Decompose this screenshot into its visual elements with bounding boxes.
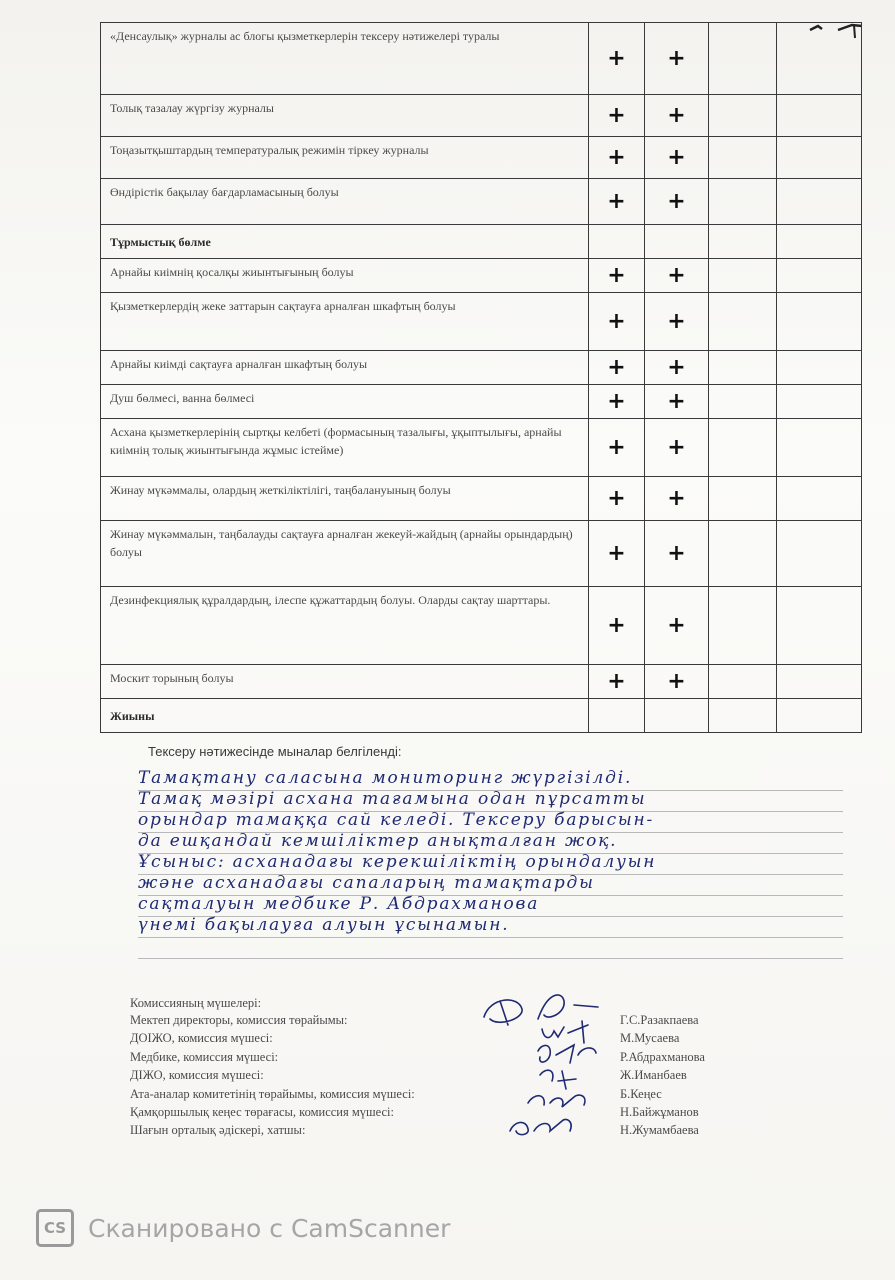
section-row bbox=[101, 225, 862, 259]
checklist-row bbox=[101, 385, 862, 419]
mark-cell-1 bbox=[589, 179, 645, 225]
member-name: Ж.Иманбаев bbox=[620, 1068, 687, 1083]
mark-cell-3 bbox=[709, 259, 777, 293]
handwritten-text: үнемі бақылауға алуын ұсынамын. bbox=[138, 915, 510, 935]
checklist-row bbox=[101, 293, 862, 351]
inspection-checklist-table bbox=[100, 22, 862, 733]
mark-cell-4 bbox=[777, 293, 862, 351]
checklist-row bbox=[101, 665, 862, 699]
handwritten-text: да ешқандай кемшіліктер анықталған жоқ. bbox=[138, 831, 618, 851]
handwritten-findings bbox=[138, 770, 843, 959]
mark-cell-2 bbox=[645, 179, 709, 225]
checklist-row bbox=[101, 351, 862, 385]
handwritten-signatures bbox=[478, 985, 618, 1145]
camscanner-text: Сканировано с CamScanner bbox=[88, 1213, 451, 1243]
criterion-label: Жинау мүкәммалы, олардың жеткіліктілігі, таңбалануының болуы bbox=[101, 477, 589, 521]
findings-line bbox=[138, 938, 843, 959]
mark-cell-4 bbox=[777, 351, 862, 385]
member-role: ДОІЖО, комиссия мүшесі: bbox=[130, 1031, 273, 1046]
commission-block bbox=[130, 996, 750, 1142]
mark-cell-2 bbox=[645, 477, 709, 521]
plus-mark: + bbox=[667, 262, 686, 288]
findings-line bbox=[138, 812, 843, 833]
camscanner-watermark bbox=[36, 1208, 450, 1248]
mark-cell-4 bbox=[777, 699, 862, 733]
commission-member bbox=[130, 1087, 750, 1105]
handwritten-text: Ұсыныс: асханадағы керекшіліктің орындалуын bbox=[138, 852, 657, 872]
mark-cell-1 bbox=[589, 385, 645, 419]
findings-line bbox=[138, 791, 843, 812]
commission-member bbox=[130, 1031, 750, 1049]
criterion-label: Арнайы киімді сақтауға арналған шкафтың болуы bbox=[101, 351, 589, 385]
plus-mark: + bbox=[607, 485, 626, 511]
mark-cell-2 bbox=[645, 95, 709, 137]
plus-mark: + bbox=[607, 540, 626, 566]
mark-cell-1 bbox=[589, 665, 645, 699]
mark-cell-1 bbox=[589, 419, 645, 477]
mark-cell-3 bbox=[709, 477, 777, 521]
handwritten-text: Тамақтану саласына мониторинг жүргізілді. bbox=[138, 768, 633, 788]
plus-mark: + bbox=[667, 668, 686, 694]
mark-cell-1 bbox=[589, 351, 645, 385]
member-name: Н.Байжұманов bbox=[620, 1104, 699, 1119]
mark-cell-3 bbox=[709, 137, 777, 179]
plus-mark: + bbox=[607, 308, 626, 334]
member-name: Н.Жумамбаева bbox=[620, 1123, 699, 1138]
member-name: М.Мусаева bbox=[620, 1031, 680, 1046]
mark-cell-4 bbox=[777, 521, 862, 587]
checklist-row bbox=[101, 259, 862, 293]
member-role: Медбике, комиссия мүшесі: bbox=[130, 1049, 279, 1064]
plus-mark: + bbox=[607, 262, 626, 288]
plus-mark: + bbox=[607, 668, 626, 694]
mark-cell-2 bbox=[645, 587, 709, 665]
mark-cell-1 bbox=[589, 225, 645, 259]
member-role: Шағын орталық әдіскері, хатшы: bbox=[130, 1123, 306, 1138]
plus-mark: + bbox=[667, 388, 686, 414]
mark-cell-2 bbox=[645, 137, 709, 179]
mark-cell-4 bbox=[777, 665, 862, 699]
criterion-label: Москит торының болуы bbox=[101, 665, 589, 699]
mark-cell-4 bbox=[777, 95, 862, 137]
plus-mark: + bbox=[607, 354, 626, 380]
plus-mark: + bbox=[667, 354, 686, 380]
member-name: Г.С.Разакпаева bbox=[620, 1013, 699, 1027]
mark-cell-3 bbox=[709, 665, 777, 699]
findings-title: Тексеру нәтижесінде мыналар белгіленді: bbox=[148, 744, 402, 759]
mark-cell-3 bbox=[709, 385, 777, 419]
member-role: ДІЖО, комиссия мүшесі: bbox=[130, 1068, 264, 1083]
mark-cell-4 bbox=[777, 23, 862, 95]
mark-cell-3 bbox=[709, 179, 777, 225]
commission-member bbox=[130, 1050, 750, 1068]
mark-cell-3 bbox=[709, 23, 777, 95]
member-role: Қамқоршылық кеңес төрағасы, комиссия мүшесі: bbox=[130, 1104, 394, 1119]
mark-cell-3 bbox=[709, 351, 777, 385]
mark-cell-2 bbox=[645, 351, 709, 385]
mark-cell-3 bbox=[709, 699, 777, 733]
mark-cell-3 bbox=[709, 293, 777, 351]
mark-cell-1 bbox=[589, 259, 645, 293]
criterion-label: Өндірістік бақылау бағдарламасының болуы bbox=[101, 179, 589, 225]
mark-cell-2 bbox=[645, 293, 709, 351]
member-role: Ата-аналар комитетінің төрайымы, комиссия мүшесі: bbox=[130, 1086, 415, 1101]
member-name: Р.Абдрахманова bbox=[620, 1049, 705, 1064]
plus-mark: + bbox=[667, 308, 686, 334]
plus-mark: + bbox=[607, 188, 626, 214]
checklist-row bbox=[101, 419, 862, 477]
plus-mark: + bbox=[607, 144, 626, 170]
section-title: Тұрмыстық бөлме bbox=[101, 225, 589, 259]
commission-member bbox=[130, 1105, 750, 1123]
handwritten-text: орындар тамаққа сай келеді. Тексеру барысын- bbox=[138, 810, 655, 830]
mark-cell-3 bbox=[709, 521, 777, 587]
criterion-label: Жинау мүкәммалын, таңбалауды сақтауға арналған жекеуй-жайдың (арнайы орындардың) болуы bbox=[101, 521, 589, 587]
member-role: Мектеп директоры, комиссия төрайымы: bbox=[130, 1013, 348, 1027]
checklist-row bbox=[101, 587, 862, 665]
mark-cell-1 bbox=[589, 293, 645, 351]
mark-cell-4 bbox=[777, 225, 862, 259]
findings-line bbox=[138, 854, 843, 875]
criterion-label: «Денсаулық» журналы ас блогы қызметкерлерін тексеру нәтижелері туралы bbox=[101, 23, 589, 95]
mark-cell-1 bbox=[589, 521, 645, 587]
mark-cell-4 bbox=[777, 385, 862, 419]
commission-heading: Комиссияның мүшелері: bbox=[130, 996, 262, 1010]
section-row bbox=[101, 699, 862, 733]
mark-cell-4 bbox=[777, 587, 862, 665]
plus-mark: + bbox=[667, 102, 686, 128]
mark-cell-4 bbox=[777, 477, 862, 521]
mark-cell-1 bbox=[589, 23, 645, 95]
checklist-row bbox=[101, 137, 862, 179]
plus-mark: + bbox=[667, 188, 686, 214]
criterion-label: Асхана қызметкерлерінің сыртқы келбеті (формасының тазалығы, ұқыптылығы, арнайы киімнің толық жиынтығында жұмыс істейме) bbox=[101, 419, 589, 477]
mark-cell-4 bbox=[777, 419, 862, 477]
plus-mark: + bbox=[607, 102, 626, 128]
handwritten-text: және асханадағы сапаларың тамақтарды bbox=[138, 873, 595, 893]
plus-mark: + bbox=[607, 45, 626, 71]
checklist-row bbox=[101, 521, 862, 587]
plus-mark: + bbox=[667, 540, 686, 566]
mark-cell-2 bbox=[645, 259, 709, 293]
findings-line bbox=[138, 833, 843, 854]
mark-cell-2 bbox=[645, 699, 709, 733]
findings-line bbox=[138, 875, 843, 896]
member-name: Б.Кеңес bbox=[620, 1086, 662, 1101]
plus-mark: + bbox=[667, 434, 686, 460]
checklist-row bbox=[101, 179, 862, 225]
camscanner-logo-icon: CS bbox=[36, 1209, 74, 1247]
findings-line bbox=[138, 770, 843, 791]
criterion-label: Дезинфекциялық құралдардың, ілеспе құжаттардың болуы. Оларды сақтау шарттары. bbox=[101, 587, 589, 665]
plus-mark: + bbox=[667, 612, 686, 638]
criterion-label: Душ бөлмесі, ванна бөлмесі bbox=[101, 385, 589, 419]
plus-mark: + bbox=[607, 388, 626, 414]
mark-cell-2 bbox=[645, 665, 709, 699]
mark-cell-2 bbox=[645, 385, 709, 419]
mark-cell-4 bbox=[777, 179, 862, 225]
criterion-label: Тоңазытқыштардың температуралық режимін тіркеу журналы bbox=[101, 137, 589, 179]
handwritten-text: Тамақ мәзірі асхана тағамына одан пұрсатты bbox=[138, 789, 647, 809]
mark-cell-1 bbox=[589, 95, 645, 137]
checklist-row bbox=[101, 23, 862, 95]
mark-cell-2 bbox=[645, 521, 709, 587]
checklist-row bbox=[101, 95, 862, 137]
mark-cell-3 bbox=[709, 225, 777, 259]
mark-cell-2 bbox=[645, 23, 709, 95]
mark-cell-3 bbox=[709, 95, 777, 137]
mark-cell-1 bbox=[589, 477, 645, 521]
findings-line bbox=[138, 917, 843, 938]
mark-cell-2 bbox=[645, 225, 709, 259]
handwritten-text: сақталуын медбике Р. Абдрахманова bbox=[138, 894, 540, 914]
commission-member bbox=[130, 1013, 750, 1031]
plus-mark: + bbox=[607, 612, 626, 638]
criterion-label: Қызметкерлердің жеке заттарын сақтауға арналған шкафтың болуы bbox=[101, 293, 589, 351]
criterion-label: Толық тазалау жүргізу журналы bbox=[101, 95, 589, 137]
section-title: Жиыны bbox=[101, 699, 589, 733]
findings-line bbox=[138, 896, 843, 917]
checklist-row bbox=[101, 477, 862, 521]
commission-member bbox=[130, 1068, 750, 1086]
plus-mark: + bbox=[667, 45, 686, 71]
plus-mark: + bbox=[667, 144, 686, 170]
mark-cell-4 bbox=[777, 137, 862, 179]
commission-member bbox=[130, 1123, 750, 1141]
plus-mark: + bbox=[667, 485, 686, 511]
mark-cell-1 bbox=[589, 699, 645, 733]
criterion-label: Арнайы киімнің қосалқы жиынтығының болуы bbox=[101, 259, 589, 293]
mark-cell-3 bbox=[709, 587, 777, 665]
plus-mark: + bbox=[607, 434, 626, 460]
mark-cell-2 bbox=[645, 419, 709, 477]
mark-cell-1 bbox=[589, 137, 645, 179]
mark-cell-3 bbox=[709, 419, 777, 477]
mark-cell-1 bbox=[589, 587, 645, 665]
mark-cell-4 bbox=[777, 259, 862, 293]
